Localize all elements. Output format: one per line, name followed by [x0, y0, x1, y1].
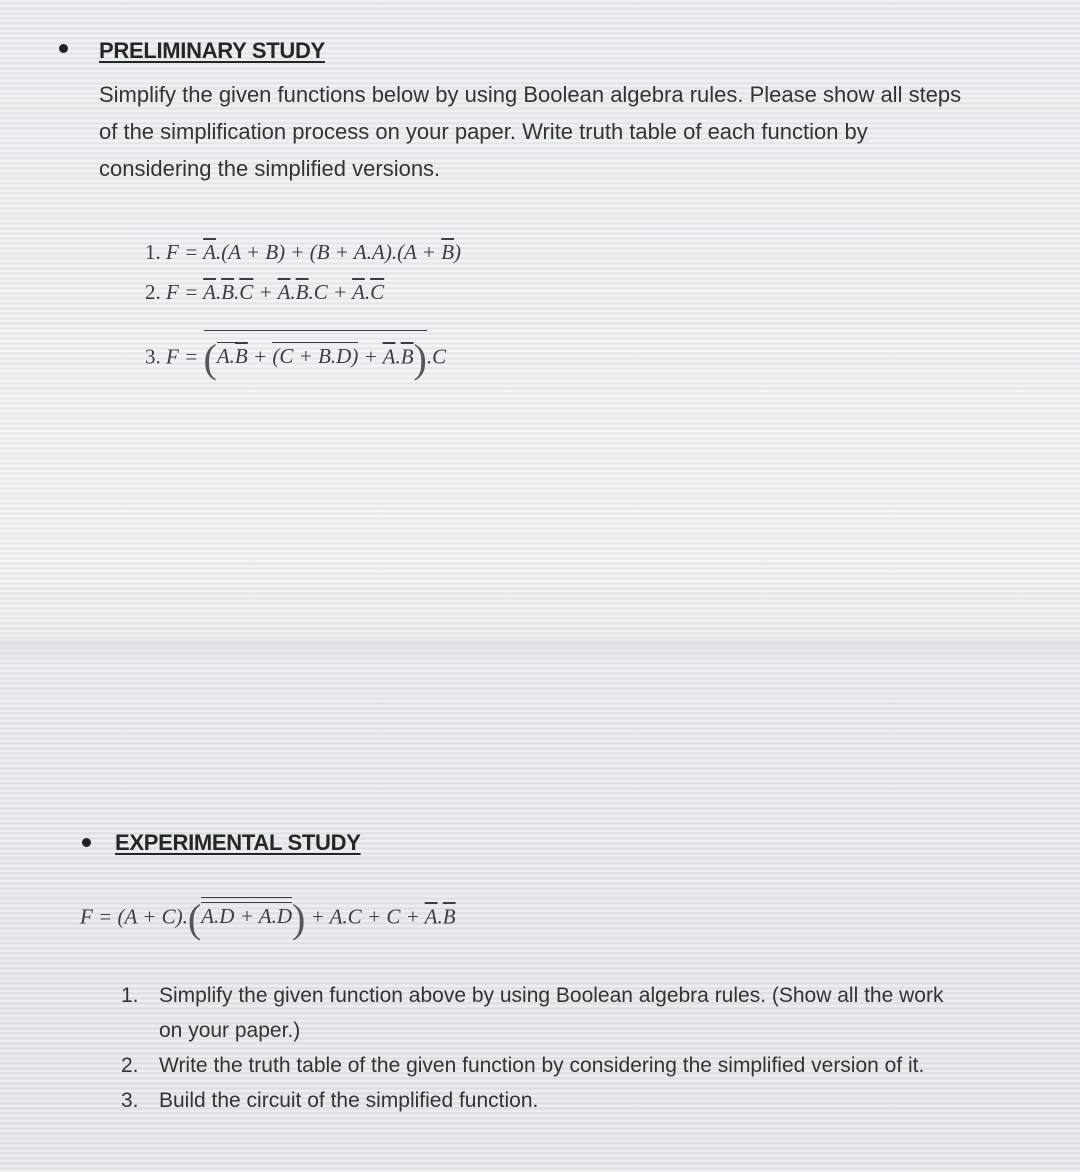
bullet-preliminary: [59, 44, 68, 53]
function-3: 3. $F = (A.\overline{B} + (C + B.D) + \overline{A}.\overline{B}).C$: [145, 330, 446, 382]
preliminary-instructions: [99, 76, 961, 187]
page-fold-divider: [0, 640, 1080, 670]
task-item-2: 2. Write the truth table of the given function by considering the simplified version of it.: [121, 1054, 925, 1077]
task-item-1-cont: on your paper.): [159, 1019, 301, 1042]
instruction-line-2: of the simplification process on your paper. Write truth table of each function by: [99, 119, 868, 144]
instruction-line-3: considering the simplified versions.: [99, 156, 441, 181]
task-item-1: 1. Simplify the given function above by using Boolean algebra rules. (Show all the work: [121, 984, 944, 1007]
preliminary-heading: PRELIMINARY STUDY: [99, 38, 325, 63]
function-1: 1. $F = \overline{A}.(A + B) + (B + A.A).(A + \overline{B})$: [145, 240, 462, 264]
experimental-task-list: [121, 978, 943, 1118]
bullet-experimental: [82, 838, 91, 847]
experimental-function: $F = (A + C).(A.D + A.D) + A.C + C + \overline{A}.\overline{B}$: [80, 896, 456, 941]
function-2: 2. $F = \overline{A}.\overline{B}.\overline{C} + \overline{A}.\overline{B}.C + \overline{A}.\overline{C}$: [145, 280, 385, 304]
instruction-line-1: Simplify the given functions below by using Boolean algebra rules. Please show all steps: [99, 82, 962, 107]
experimental-heading: EXPERIMENTAL STUDY: [115, 830, 361, 855]
task-item-3: 3. Build the circuit of the simplified function.: [121, 1089, 539, 1112]
